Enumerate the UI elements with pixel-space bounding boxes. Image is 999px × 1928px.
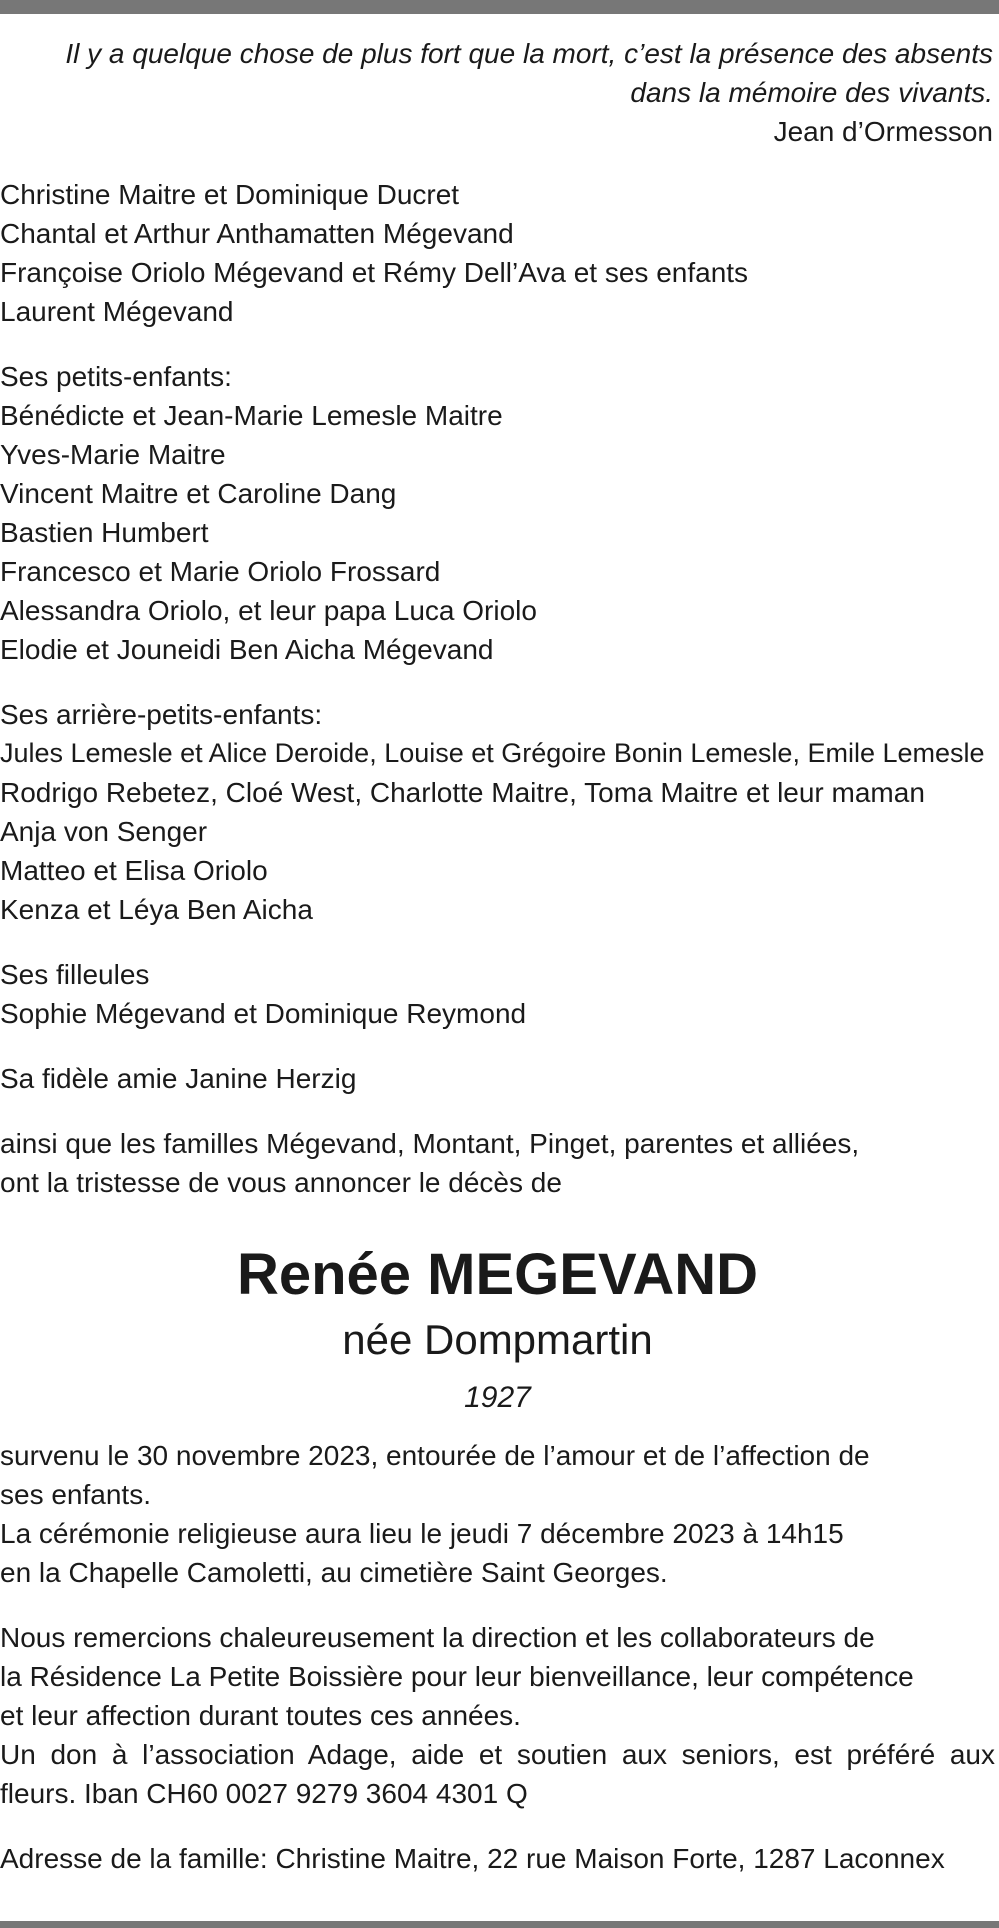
ceremony-line: La cérémonie religieuse aura lieu le jeudi 7 décembre 2023 à 14h15 [0, 1518, 844, 1549]
deceased-block [0, 1242, 995, 1418]
children-list [0, 175, 995, 331]
announcement-line: ont la tristesse de vous annoncer le décès de [0, 1167, 562, 1198]
family-name-line: Bénédicte et Jean-Marie Lemesle Maitre [0, 400, 503, 431]
epigraph-line: dans la mémoire des vivants. [630, 77, 993, 108]
epigraph-author: Jean d’Ormesson [773, 116, 993, 147]
family-name-line: Laurent Mégevand [0, 296, 234, 327]
top-rule [0, 0, 999, 14]
family-name-line: Elodie et Jouneidi Ben Aicha Mégevand [0, 634, 494, 665]
deceased-maiden-name: née Dompmartin [342, 1316, 653, 1363]
family-name-line: Jules Lemesle et Alice Deroide, Louise et Grégoire Bonin Lemesle, Emile Lemesle [0, 738, 985, 768]
grandchildren-list [0, 357, 995, 669]
family-name-line: Bastien Humbert [0, 517, 209, 548]
family-name-line: Chantal et Arthur Anthamatten Mégevand [0, 218, 514, 249]
section-heading: Ses arrière-petits-enfants: [0, 699, 323, 730]
family-name-line: Alessandra Oriolo, et leur papa Luca Oriolo [0, 595, 537, 626]
address-line: Adresse de la famille: Christine Maitre, 22 rue Maison Forte, 1287 Laconnex [0, 1843, 945, 1874]
family-name-line: Anja von Senger [0, 816, 208, 847]
ceremony-line: ses enfants. [0, 1479, 151, 1510]
family-name-line: Sophie Mégevand et Dominique Reymond [0, 998, 527, 1029]
thanks-and-donation [0, 1618, 995, 1813]
section-heading: Ses petits-enfants: [0, 361, 232, 392]
section-heading: Ses filleules [0, 959, 150, 990]
friend-name: Sa fidèle amie Janine Herzig [0, 1063, 357, 1094]
goddaughters-list [0, 955, 995, 1033]
ceremony-line: survenu le 30 novembre 2023, entourée de l’amour et de l’affection de [0, 1440, 870, 1471]
ceremony-details [0, 1436, 995, 1592]
family-name-line: Françoise Oriolo Mégevand et Rémy Dell’Ava et ses enfants [0, 257, 749, 288]
family-name-line: Yves-Marie Maitre [0, 439, 226, 470]
friend-line [0, 1059, 995, 1098]
family-name-line: Matteo et Elisa Oriolo [0, 855, 268, 886]
deceased-birth-year: 1927 [464, 1381, 531, 1414]
family-name-line: Kenza et Léya Ben Aicha [0, 894, 313, 925]
family-name-line: Rodrigo Rebetez, Cloé West, Charlotte Maitre, Toma Maitre et leur maman [0, 777, 925, 808]
family-name-line: Christine Maitre et Dominique Ducret [0, 179, 460, 210]
obituary [0, 34, 995, 1878]
family-name-line: Francesco et Marie Oriolo Frossard [0, 556, 441, 587]
epigraph-quote [0, 34, 993, 151]
great-grandchildren-list [0, 695, 995, 929]
thanks-line: la Résidence La Petite Boissière pour leur bienveillance, leur compétence [0, 1661, 914, 1692]
family-address [0, 1839, 995, 1878]
bottom-rule [0, 1921, 999, 1928]
announcement-line: ainsi que les familles Mégevand, Montant, Pinget, parentes et alliées, [0, 1128, 860, 1159]
announcement [0, 1124, 995, 1202]
donation-text: Un don à l’association Adage, aide et soutien aux seniors, est préféré aux fleurs. Iban CH60 0027 9279 3604 4301 Q [0, 1739, 995, 1809]
family-name-line: Vincent Maitre et Caroline Dang [0, 478, 397, 509]
deceased-name: Renée MEGEVAND [236, 1242, 759, 1307]
thanks-line: et leur affection durant toutes ces années. [0, 1700, 521, 1731]
epigraph-line: Il y a quelque chose de plus fort que la mort, c’est la présence des absents [65, 38, 993, 69]
thanks-line: Nous remercions chaleureusement la direction et les collaborateurs de [0, 1622, 875, 1653]
ceremony-line: en la Chapelle Camoletti, au cimetière Saint Georges. [0, 1557, 668, 1588]
